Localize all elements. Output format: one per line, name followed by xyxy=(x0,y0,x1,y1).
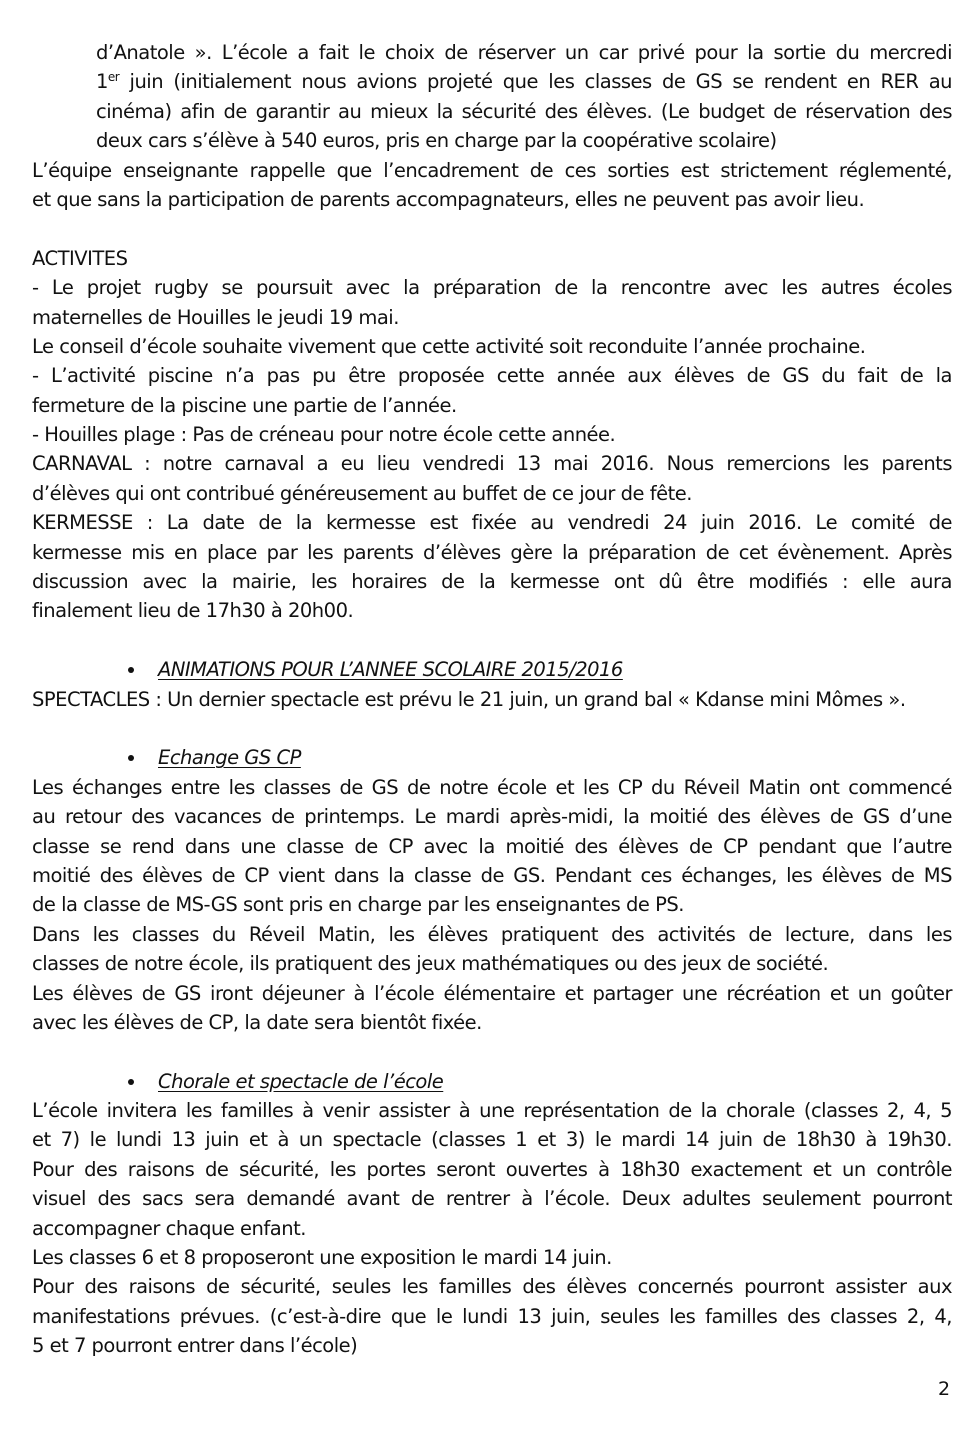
section-heading: ACTIVITES xyxy=(32,246,128,270)
paragraph-line: SPECTACLES : Un dernier spectacle est prévu le 21 juin, un grand bal « Kdanse mini Mômes ». xyxy=(32,687,906,711)
paragraph-line: et que sans la participation de parents accompagnateurs, elles ne peuvent pas avoir lieu. xyxy=(32,187,865,211)
chorale-section xyxy=(32,1067,952,1361)
bullet-icon xyxy=(128,1079,134,1085)
paragraph-line: au retour des vacances de printemps. Le mardi après-midi, la moitié des élèves de GS d’une xyxy=(32,805,952,829)
paragraph-line: finalement lieu de 17h30 à 20h00. xyxy=(32,599,354,623)
paragraph-line: Le conseil d’école souhaite vivement que cette activité soit reconduite l’année prochaine. xyxy=(32,334,866,358)
section-heading: Echange GS CP xyxy=(158,746,301,770)
spacer xyxy=(32,214,952,243)
animations-section xyxy=(32,655,952,714)
paragraph-line: deux cars s’élève à 540 euros, pris en charge par la coopérative scolaire) xyxy=(96,129,777,153)
paragraph-line: Les classes 6 et 8 proposeront une exposition le mardi 14 juin. xyxy=(32,1246,612,1270)
section-heading: ANIMATIONS POUR L’ANNEE SCOLAIRE 2015/2016 xyxy=(158,658,623,682)
paragraph-line: classe se rend dans une classe de CP avec la moitié des élèves de CP pendant que l’autre xyxy=(32,834,952,858)
paragraph-line: et 7) le lundi 13 juin et à un spectacle (classes 1 et 3) le mardi 14 juin de 18h30 à 19h30. xyxy=(32,1128,952,1152)
paragraph-line: moitié des élèves de CP vient dans la classe de GS. Pendant ces échanges, les élèves de MS xyxy=(32,863,952,887)
paragraph-line: Dans les classes du Réveil Matin, les élèves pratiquent des activités de lecture, dans les xyxy=(32,922,952,946)
activites-section xyxy=(32,244,952,626)
paragraph-line: fermeture de la piscine une partie de l’année. xyxy=(32,393,457,417)
ordinal-number: 1 xyxy=(96,70,108,94)
paragraph-line: d’élèves qui ont contribué généreusement au buffet de ce jour de fête. xyxy=(32,481,692,505)
ordinal-suffix: er xyxy=(107,70,120,85)
section-heading: Chorale et spectacle de l’école xyxy=(158,1069,444,1093)
paragraph-line: Pour des raisons de sécurité, seules les familles des élèves concernés pourront assister aux xyxy=(32,1275,952,1299)
paragraph-line: - Le projet rugby se poursuit avec la préparation de la rencontre avec les autres écoles xyxy=(32,276,952,300)
paragraph-line xyxy=(32,67,952,96)
bullet-heading xyxy=(32,655,952,684)
page-number: 2 xyxy=(938,1378,950,1400)
spacer xyxy=(32,714,952,743)
paragraph-line: CARNAVAL : notre carnaval a eu lieu vendredi 13 mai 2016. Nous remercions les parents xyxy=(32,452,952,476)
paragraph-line: visuel des sacs sera demandé avant de rentrer à l’école. Deux adultes seulement pourront xyxy=(32,1187,952,1211)
paragraph-line: L’équipe enseignante rappelle que l’encadrement de ces sorties est strictement réglementé, xyxy=(32,158,952,182)
paragraph-line: Les élèves de GS iront déjeuner à l’école élémentaire et partager une récréation et un goûter xyxy=(32,981,952,1005)
paragraph-line: KERMESSE : La date de la kermesse est fixée au vendredi 24 juin 2016. Le comité de xyxy=(32,511,952,535)
spacer xyxy=(32,1037,952,1066)
paragraph-line: - Houilles plage : Pas de créneau pour notre école cette année. xyxy=(32,423,616,447)
paragraph-line: d’Anatole ». L’école a fait le choix de réserver un car privé pour la sortie du mercredi xyxy=(96,41,952,64)
sorties-section xyxy=(32,38,952,214)
paragraph-line: de la classe de MS-GS sont pris en charge par les enseignantes de PS. xyxy=(32,893,684,917)
echange-section xyxy=(32,743,952,1037)
paragraph-line: discussion avec la mairie, les horaires de la kermesse ont dû être modifiés : elle aura xyxy=(32,570,952,594)
paragraph-text: juin (initialement nous avions projeté que les classes de GS se rendent en RER au xyxy=(129,70,952,94)
bullet-heading xyxy=(32,1067,952,1096)
paragraph-line: Pour des raisons de sécurité, les portes seront ouvertes à 18h30 exactement et un contrôle xyxy=(32,1157,952,1181)
paragraph-line: cinéma) afin de garantir au mieux la sécurité des élèves. (Le budget de réservation des xyxy=(96,99,952,123)
paragraph-line: L’école invitera les familles à venir assister à une représentation de la chorale (classes 2, 4, 5 xyxy=(32,1099,952,1123)
paragraph-line: accompagner chaque enfant. xyxy=(32,1216,306,1240)
paragraph-line: avec les élèves de CP, la date sera bientôt fixée. xyxy=(32,1010,482,1034)
spacer xyxy=(32,626,952,655)
paragraph-line: manifestations prévues. (c’est-à-dire que le lundi 13 juin, seules les familles des classes 2, 4, xyxy=(32,1304,952,1328)
paragraph-line: maternelles de Houilles le jeudi 19 mai. xyxy=(32,305,399,329)
paragraph-line: kermesse mis en place par les parents d’élèves gère la préparation de cet évènement. Après xyxy=(32,540,952,564)
document-page xyxy=(32,38,952,1361)
paragraph-line: 5 et 7 pourront entrer dans l’école) xyxy=(32,1334,358,1358)
paragraph-line: classes de notre école, ils pratiquent des jeux mathématiques ou des jeux de société. xyxy=(32,952,829,976)
paragraph-line: - L’activité piscine n’a pas pu être proposée cette année aux élèves de GS du fait de la xyxy=(32,364,952,388)
bullet-heading xyxy=(32,743,952,772)
paragraph-line: Les échanges entre les classes de GS de notre école et les CP du Réveil Matin ont commencé xyxy=(32,775,952,799)
